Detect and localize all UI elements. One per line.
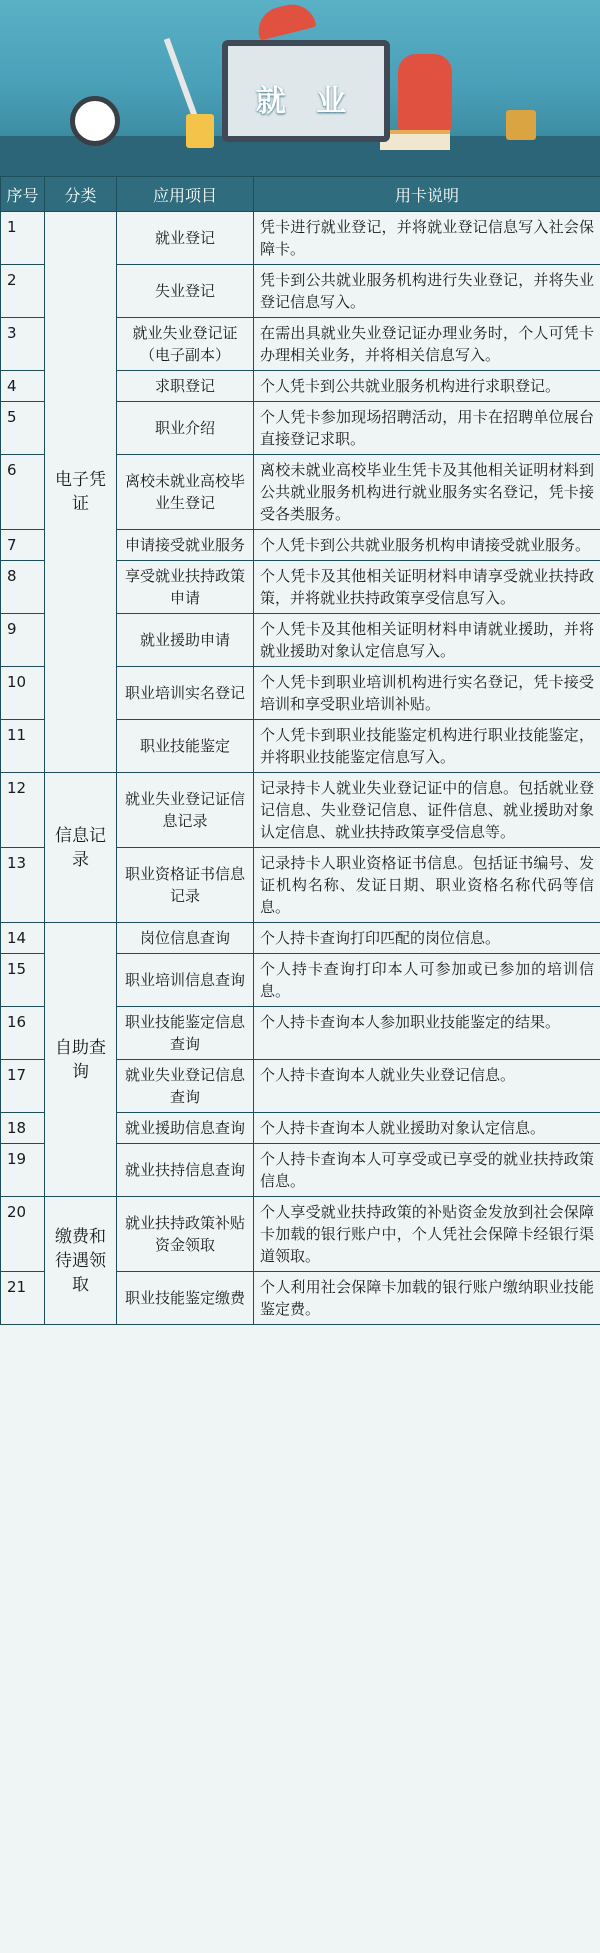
application-item: 职业介绍 [117, 402, 254, 455]
application-item: 离校未就业高校毕业生登记 [117, 455, 254, 530]
row-number: 5 [1, 402, 45, 455]
table-row [1, 773, 600, 848]
header-application-item: 应用项目 [117, 177, 254, 212]
lamp-icon [253, 0, 316, 41]
row-number: 4 [1, 371, 45, 402]
application-item: 失业登记 [117, 265, 254, 318]
row-number: 13 [1, 848, 45, 923]
category-self-service-query: 自助查询 [45, 923, 117, 1197]
row-number: 15 [1, 954, 45, 1007]
row-number: 9 [1, 614, 45, 667]
application-item: 职业培训实名登记 [117, 667, 254, 720]
row-number: 8 [1, 561, 45, 614]
usage-description: 记录持卡人职业资格证书信息。包括证书编号、发证机构名称、发证日期、职业资格名称代码等信息。 [254, 848, 600, 923]
application-item: 职业资格证书信息记录 [117, 848, 254, 923]
usage-description: 个人凭卡及其他相关证明材料申请享受就业扶持政策，并将就业扶持政策享受信息写入。 [254, 561, 600, 614]
usage-description: 个人享受就业扶持政策的补贴资金发放到社会保障卡加载的银行账户中，个人凭社会保障卡经银行渠道领取。 [254, 1197, 600, 1272]
application-item: 就业扶持政策补贴资金领取 [117, 1197, 254, 1272]
application-item: 岗位信息查询 [117, 923, 254, 954]
usage-description: 凭卡进行就业登记，并将就业登记信息写入社会保障卡。 [254, 212, 600, 265]
row-number: 19 [1, 1144, 45, 1197]
application-item: 享受就业扶持政策申请 [117, 561, 254, 614]
table-row [1, 1197, 600, 1272]
application-item: 就业失业登记信息查询 [117, 1060, 254, 1113]
usage-description: 个人持卡查询打印匹配的岗位信息。 [254, 923, 600, 954]
backpack-icon [398, 54, 452, 132]
alarm-clock-icon [70, 96, 120, 146]
application-item: 职业技能鉴定信息查询 [117, 1007, 254, 1060]
category-electronic-voucher: 电子凭证 [45, 212, 117, 773]
usage-description: 个人凭卡到公共就业服务机构进行求职登记。 [254, 371, 600, 402]
header-category: 分类 [45, 177, 117, 212]
usage-description: 个人持卡查询本人就业失业登记信息。 [254, 1060, 600, 1113]
application-item: 职业培训信息查询 [117, 954, 254, 1007]
row-number: 3 [1, 318, 45, 371]
row-number: 14 [1, 923, 45, 954]
calculator-icon [186, 114, 214, 148]
application-item: 就业登记 [117, 212, 254, 265]
row-number: 10 [1, 667, 45, 720]
category-information-record: 信息记录 [45, 773, 117, 923]
usage-description: 个人凭卡到公共就业服务机构申请接受就业服务。 [254, 530, 600, 561]
row-number: 11 [1, 720, 45, 773]
monitor-illustration [222, 40, 390, 142]
row-number: 18 [1, 1113, 45, 1144]
usage-description: 个人凭卡参加现场招聘活动，用卡在招聘单位展台直接登记求职。 [254, 402, 600, 455]
row-number: 6 [1, 455, 45, 530]
row-number: 2 [1, 265, 45, 318]
table-row [1, 212, 600, 265]
usage-description: 在需出具就业失业登记证办理业务时，个人可凭卡办理相关业务，并将相关信息写入。 [254, 318, 600, 371]
employment-card-table [0, 176, 600, 1325]
header-number: 序号 [1, 177, 45, 212]
application-item: 就业失业登记证信息记录 [117, 773, 254, 848]
header-card-usage: 用卡说明 [254, 177, 600, 212]
usage-description: 个人持卡查询本人可享受或已享受的就业扶持政策信息。 [254, 1144, 600, 1197]
application-item: 职业技能鉴定缴费 [117, 1272, 254, 1325]
banner-title: 就 业 [255, 84, 357, 119]
application-item: 就业援助申请 [117, 614, 254, 667]
usage-description: 个人凭卡及其他相关证明材料申请就业援助，并将就业援助对象认定信息写入。 [254, 614, 600, 667]
row-number: 17 [1, 1060, 45, 1113]
usage-description: 个人持卡查询本人参加职业技能鉴定的结果。 [254, 1007, 600, 1060]
usage-description: 个人持卡查询打印本人可参加或已参加的培训信息。 [254, 954, 600, 1007]
usage-description: 记录持卡人就业失业登记证中的信息。包括就业登记信息、失业登记信息、证件信息、就业援助对象认定信息、就业扶持政策享受信息等。 [254, 773, 600, 848]
banner [0, 0, 600, 176]
application-item: 求职登记 [117, 371, 254, 402]
row-number: 1 [1, 212, 45, 265]
row-number: 20 [1, 1197, 45, 1272]
row-number: 21 [1, 1272, 45, 1325]
usage-description: 个人利用社会保障卡加载的银行账户缴纳职业技能鉴定费。 [254, 1272, 600, 1325]
usage-description: 个人凭卡到职业培训机构进行实名登记，凭卡接受培训和享受职业培训补贴。 [254, 667, 600, 720]
table-row [1, 923, 600, 954]
row-number: 12 [1, 773, 45, 848]
usage-description: 离校未就业高校毕业生凭卡及其他相关证明材料到公共就业服务机构进行就业服务实名登记，凭卡接受各类服务。 [254, 455, 600, 530]
table-header-row [1, 177, 600, 212]
usage-description: 个人持卡查询本人就业援助对象认定信息。 [254, 1113, 600, 1144]
application-item: 就业援助信息查询 [117, 1113, 254, 1144]
books-icon [380, 130, 450, 150]
mug-icon [506, 110, 536, 140]
usage-description: 个人凭卡到职业技能鉴定机构进行职业技能鉴定，并将职业技能鉴定信息写入。 [254, 720, 600, 773]
category-payment-and-benefits: 缴费和待遇领取 [45, 1197, 117, 1325]
row-number: 16 [1, 1007, 45, 1060]
application-item: 就业扶持信息查询 [117, 1144, 254, 1197]
usage-description: 凭卡到公共就业服务机构进行失业登记，并将失业登记信息写入。 [254, 265, 600, 318]
row-number: 7 [1, 530, 45, 561]
application-item: 职业技能鉴定 [117, 720, 254, 773]
application-item: 申请接受就业服务 [117, 530, 254, 561]
application-item: 就业失业登记证（电子副本） [117, 318, 254, 371]
